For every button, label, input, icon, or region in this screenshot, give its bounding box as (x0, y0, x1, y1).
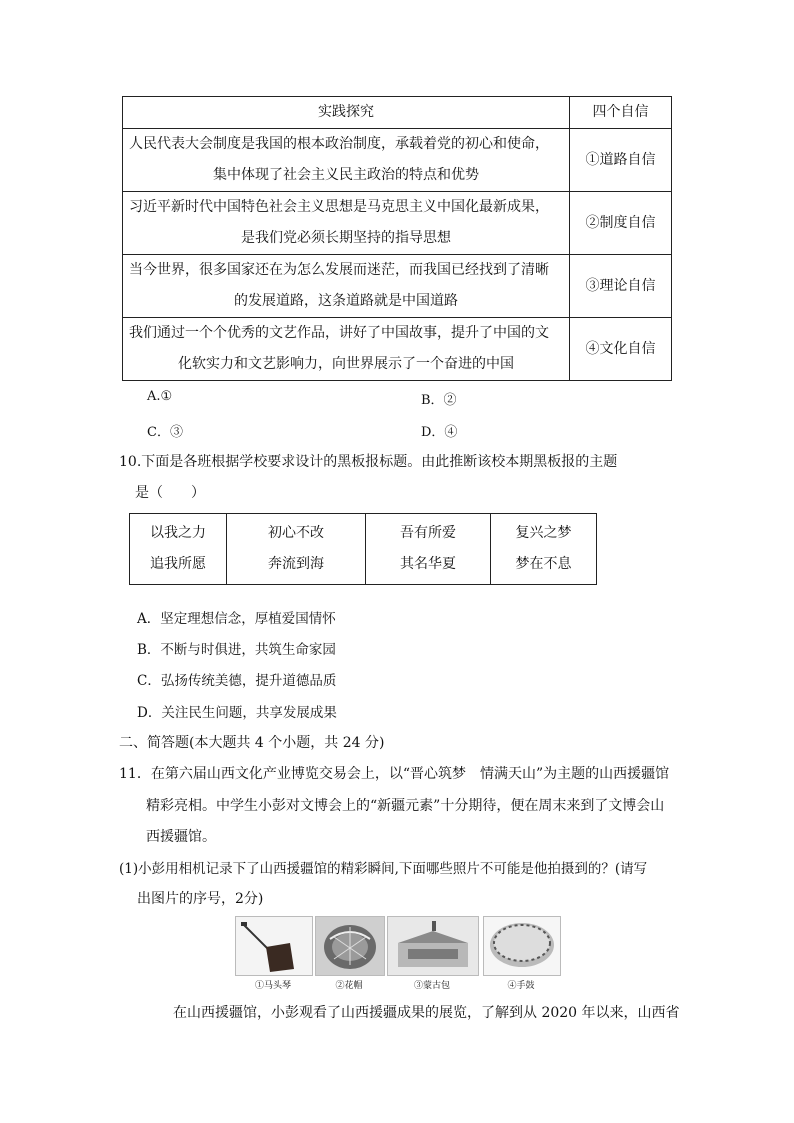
photo-caption: ③蒙古包 (413, 981, 450, 991)
q10-option-b[interactable]: B．不断与时俱进，共筑生命家园 (137, 642, 336, 658)
q11-line: 西援疆馆。 (146, 829, 216, 845)
hand-drum-photo (483, 916, 561, 976)
row-text: 的发展道路，这条道路就是中国道路 (234, 293, 458, 309)
blackboard-title-table (129, 513, 597, 585)
title-line: 其名华夏 (400, 556, 456, 572)
title-line: 吾有所爱 (400, 525, 456, 541)
q10-option-c[interactable]: C．弘扬传统美德，提升道德品质 (137, 673, 337, 689)
table-row (123, 255, 672, 318)
q9-option-c[interactable]: C．③ (147, 425, 183, 440)
confidence-table (122, 96, 672, 381)
row-text: 化软实力和文艺影响力，向世界展示了一个奋进的中国 (178, 356, 514, 372)
title-line: 奔流到海 (268, 556, 324, 572)
yurt-photo (387, 916, 479, 976)
title-line: 复兴之梦 (515, 525, 572, 541)
title-cell (130, 514, 227, 585)
title-cell (366, 514, 491, 585)
q11-sub1: (1)小彭用相机记录下了山西援疆馆的精彩瞬间,下面哪些照片不可能是他拍摄到的？(请写 (119, 861, 648, 877)
table-row (123, 192, 672, 255)
table-header-confidence: 四个自信 (570, 97, 672, 129)
q9-option-a[interactable]: A.① (147, 389, 173, 404)
q11-line: 精彩亮相。中学生小彭对文博会上的“新疆元素”十分期待，便在周末来到了文博会山 (146, 798, 665, 814)
q11-line: 11．在第六届山西文化产业博览交易会上，以“晋心筑梦 情满天山”为主题的山西援疆馆 (119, 766, 670, 782)
row-text: 当今世界，很多国家还在为怎么发展而迷茫，而我国已经找到了清晰 (129, 262, 549, 278)
q9-option-d[interactable]: D．④ (421, 425, 458, 440)
row-text: 是我们党必须长期坚持的指导思想 (241, 230, 451, 246)
q11-sub1-cont: 出图片的序号，2分) (137, 891, 264, 907)
table-header-practice: 实践探究 (123, 97, 570, 129)
row-text: 人民代表大会制度是我国的根本政治制度，承载着党的初心和使命， (129, 136, 549, 152)
matouqin-photo (235, 916, 313, 976)
row-option: ③理论自信 (570, 255, 672, 318)
row-option: ①道路自信 (570, 129, 672, 192)
q10-option-a[interactable]: A．坚定理想信念，厚植爱国情怀 (137, 611, 336, 627)
q11-paragraph: 在山西援疆馆，小彭观看了山西援疆成果的展览，了解到从 2020 年以来，山西省 (173, 1005, 680, 1021)
title-line: 梦在不息 (515, 556, 572, 572)
title-line: 追我所愿 (150, 556, 206, 572)
title-line: 初心不改 (268, 525, 324, 541)
table-header-row (123, 97, 672, 129)
section-heading: 二、简答题(本大题共 4 个小题，共 24 分) (119, 735, 385, 751)
table-row (123, 129, 672, 192)
row-text: 我们通过一个个优秀的文艺作品，讲好了中国故事，提升了中国的文 (129, 325, 549, 341)
title-cell (491, 514, 597, 585)
title-line: 以我之力 (150, 525, 206, 541)
q10-option-d[interactable]: D．关注民生问题，共享发展成果 (137, 705, 337, 721)
photo-caption: ①马头琴 (254, 981, 291, 991)
q10-stem: 10.下面是各班根据学校要求设计的黑板报标题。由此推断该校本期黑板报的主题 (119, 454, 618, 470)
q10-stem-cont: 是（ ） (135, 485, 205, 501)
q9-option-b[interactable]: B．② (421, 393, 457, 408)
row-option: ④文化自信 (570, 318, 672, 381)
table-row (123, 318, 672, 381)
row-text: 习近平新时代中国特色社会主义思想是马克思主义中国化最新成果， (129, 199, 549, 215)
photo-caption: ④手鼓 (507, 981, 535, 991)
photo-caption: ②花帽 (335, 981, 363, 991)
row-option: ②制度自信 (570, 192, 672, 255)
flower-hat-photo (315, 916, 385, 976)
title-cell (227, 514, 366, 585)
row-text: 集中体现了社会主义民主政治的特点和优势 (213, 167, 479, 183)
